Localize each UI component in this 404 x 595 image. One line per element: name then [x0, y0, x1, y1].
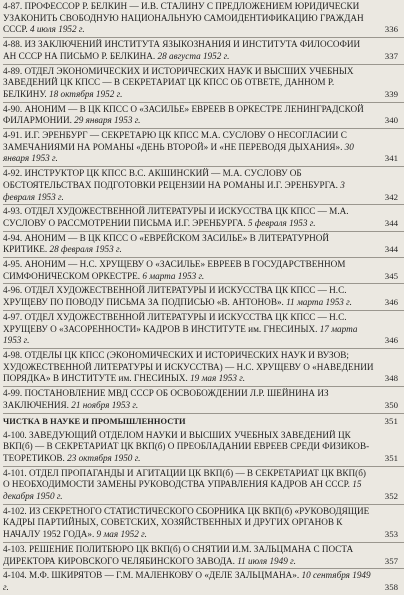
entry-date: 29 января 1953 г. — [74, 115, 141, 126]
entry-title: ОТДЕЛ ХУДОЖЕСТВЕННОЙ ЛИТЕРАТУРЫ И ИСКУССТВА ЦК КПСС — М.А. СУСЛОВУ О РАССМОТРЕНИИ ПИСЬМА И.Г. ЭРЕНБУРГА. — [3, 206, 349, 228]
entry-date: 28 августа 1952 г. — [157, 50, 230, 61]
entry-body — [3, 66, 374, 101]
entry-number: 4-96. — [3, 285, 23, 296]
entry-page-number: 351 — [384, 452, 398, 463]
entry-body — [3, 130, 374, 165]
section-page-number: 351 — [384, 415, 398, 426]
entry-body — [3, 350, 374, 385]
entry-title: РЕШЕНИЕ ПОЛИТБЮРО ЦК ВКП(б) О СНЯТИИ И.М. ЗАЛЬЦМАНА С ПОСТА ДИРЕКТОРА КИРОВСКОГО ЧЕЛЯБИНСКОГО ЗАВОДА. — [3, 543, 354, 566]
entry-date: 6 марта 1953 г. — [142, 270, 205, 281]
entry-body — [3, 1, 374, 36]
entry-body — [3, 104, 374, 127]
entry-date: 28 февраля 1953 г. — [49, 244, 122, 255]
entry-number: 4-100. — [3, 429, 27, 440]
entry-page-number: 337 — [384, 50, 398, 61]
entry-date: 19 мая 1953 г. — [190, 373, 246, 384]
toc-entry — [3, 204, 404, 230]
entry-title: ОТДЕЛЫ ЦК КПСС (ЭКОНОМИЧЕСКИХ И ИСТОРИЧЕСКИХ НАУК И ВУЗОВ; ХУДОЖЕСТВЕННОЙ ЛИТЕРАТУРЫ И ИСКУССТВА) — Н.С. ХРУЩЕВУ О «НАВЕДЕНИИ ПОРЯДКА» В ИНСТИТУТЕ им. ГНЕСИНЫХ. — [3, 349, 374, 384]
entry-number: 4-95. — [3, 259, 23, 270]
entry-body — [3, 312, 374, 347]
toc-entry — [3, 257, 404, 283]
entry-date: 30 января 1953 г. — [3, 141, 354, 164]
entry-page-number: 340 — [384, 115, 398, 126]
entry-title: АНОНИМ — В ЦК КПСС О «ЗАСИЛЬЕ» ЕВРЕЕВ В ОРКЕСТРЕ ЛЕНИНГРАДСКОЙ ФИЛАРМОНИИ. — [3, 103, 364, 126]
toc-entry — [3, 0, 404, 37]
entry-date: 17 марта 1953 г. — [3, 323, 358, 346]
entry-page-number: 352 — [384, 491, 398, 502]
entry-body — [3, 506, 374, 541]
entry-number: 4-97. — [3, 311, 23, 322]
entry-title: ИЗ СЕКРЕТНОГО СТАТИСТИЧЕСКОГО СБОРНИКА ЦК ВКП(б) «РУКОВОДЯЩИЕ КАДРЫ ПАРТИЙНЫХ, СОВЕТСКИХ, ХОЗЯЙСТВЕННЫХ И ДРУГИХ ОРГАНОВ К НАЧАЛУ 1952 ГОДА». — [3, 505, 370, 540]
entry-date: 23 октября 1950 г. — [67, 452, 141, 463]
entry-date: 15 декабря 1950 г. — [3, 479, 362, 502]
entry-body — [3, 544, 374, 567]
entry-title: ИНСТРУКТОР ЦК КПСС В.С. АКШИНСКИЙ — М.А. СУСЛОВУ ОБ ОБСТОЯТЕЛЬСТВАХ ПОДГОТОВКИ РЕЦЕНЗИИ НА РОМАНЫ И.Г. ЭРЕНБУРГА. — [3, 168, 338, 190]
entry-page-number: 344 — [384, 244, 398, 255]
entry-number: 4-104. — [3, 570, 27, 581]
entry-date: 9 мая 1952 г. — [96, 529, 147, 540]
entry-page-number: 353 — [384, 529, 398, 540]
entry-number: 4-102. — [3, 505, 27, 516]
entry-date: 5 февраля 1953 г. — [247, 217, 316, 228]
entry-page-number: 346 — [384, 297, 398, 308]
toc-entry — [3, 283, 404, 309]
toc-entry — [3, 166, 404, 204]
entry-title: ПРОФЕССОР Р. БЕЛКИН — И.В. СТАЛИНУ С ПРЕДЛОЖЕНИЕМ ЮРИДИЧЕСКИ УЗАКОНИТЬ СВОБОДНУЮ НАЦИОНАЛЬНУЮ САМОИДЕНТИФИКАЦИЮ ГРАЖДАН СССР. — [3, 1, 364, 35]
entry-page-number: 336 — [384, 24, 398, 35]
entry-page-number: 348 — [384, 373, 398, 384]
toc-entry — [3, 310, 404, 348]
entry-body — [3, 468, 374, 503]
toc-entry — [3, 102, 404, 128]
toc-entry — [3, 128, 404, 166]
entry-number: 4-90. — [3, 103, 23, 114]
entry-number: 4-91. — [3, 130, 23, 141]
entry-number: 4-101. — [3, 467, 27, 478]
entry-body — [3, 430, 374, 465]
entry-title: ИЗ ЗАКЛЮЧЕНИЙ ИНСТИТУТА ЯЗЫКОЗНАНИЯ И ИНСТИТУТА ФИЛОСОФИИ АН СССР НА ПИСЬМО Р. БЕЛКИНА. — [3, 39, 361, 61]
toc-entry — [3, 348, 404, 386]
entry-date: 11 марта 1953 г. — [286, 297, 352, 308]
entry-page-number: 345 — [384, 270, 398, 281]
toc-entry — [3, 231, 404, 257]
entry-list — [3, 429, 404, 595]
entry-number: 4-87. — [3, 1, 23, 11]
entry-body — [3, 285, 374, 308]
entry-number: 4-93. — [3, 206, 23, 217]
toc-entry — [3, 504, 404, 542]
entry-number: 4-89. — [3, 65, 23, 76]
entry-body — [3, 259, 374, 282]
section-heading — [3, 413, 404, 429]
entry-date: 18 октября 1952 г. — [49, 88, 123, 99]
entry-number: 4-98. — [3, 349, 23, 360]
toc-entry — [3, 64, 404, 102]
entry-title: АНОНИМ — В ЦК КПСС О «ЕВРЕЙСКОМ ЗАСИЛЬЕ» В ЛИТЕРАТУРНОЙ КРИТИКЕ. — [3, 232, 330, 255]
entry-page-number: 357 — [384, 555, 398, 566]
entry-date: 11 июля 1949 г. — [237, 555, 296, 566]
entry-title: И.Г. ЭРЕНБУРГ — СЕКРЕТАРЮ ЦК КПСС М.А. СУСЛОВУ О НЕСОГЛАСИИ С ЗАМЕЧАНИЯМИ НА РОМАНЫ «ДЕНЬ ВТОРОЙ» И «НЕ ПЕРЕВОДЯ ДЫХАНИЯ». — [3, 130, 347, 152]
entry-number: 4-88. — [3, 39, 23, 50]
entry-page-number: 344 — [384, 217, 398, 228]
entry-body — [3, 233, 374, 256]
toc-entry — [3, 37, 404, 63]
section-title: ЧИСТКА В НАУКЕ И ПРОМЫШЛЕННОСТИ — [3, 416, 186, 426]
entry-page-number: 342 — [384, 191, 398, 202]
entry-title: ЗАВЕДУЮЩИЙ ОТДЕЛОМ НАУКИ И ВЫСШИХ УЧЕБНЫХ ЗАВЕДЕНИЙ ЦК ВКП(б) — В СЕКРЕТАРИАТ ЦК ВКП(б) О ПРЕОБЛАДАНИИ ЕВРЕЕВ СРЕДИ ФИЗИКОВ-ТЕОРЕТИКОВ. — [3, 429, 370, 463]
entry-body — [3, 39, 374, 62]
entry-number: 4-92. — [3, 168, 23, 179]
entry-page-number: 358 — [384, 581, 398, 592]
toc-entry — [3, 429, 404, 466]
entry-title: ОТДЕЛ ПРОПАГАНДЫ И АГИТАЦИИ ЦК ВКП(б) — В СЕКРЕТАРИАТ ЦК ВКП(б) О НЕОБХОДИМОСТИ ЗАМЕНЫ РУКОВОДСТВА УПРАВЛЕНИЯ КАДРОВ АН СССР. — [3, 467, 366, 490]
entry-title: ПОСТАНОВЛЕНИЕ МВД СССР ОБ ОСВОБОЖДЕНИИ Л.Р. ШЕЙНИНА ИЗ ЗАКЛЮЧЕНИЯ. — [3, 388, 329, 410]
entry-page-number: 350 — [384, 399, 398, 410]
entry-title: ОТДЕЛ ЭКОНОМИЧЕСКИХ И ИСТОРИЧЕСКИХ НАУК И ВЫСШИХ УЧЕБНЫХ ЗАВЕДЕНИЙ ЦК КПСС — В СЕКРЕТАРИАТ ЦК КПСС ОБ ОТВЕТЕ, ДАННОМ Р. БЕЛКИНУ. — [3, 65, 354, 99]
entry-page-number: 346 — [384, 335, 398, 346]
entry-list — [3, 0, 404, 413]
entry-title: АНОНИМ — Н.С. ХРУЩЕВУ О «ЗАСИЛЬЕ» ЕВРЕЕВ В ГОСУДАРСТВЕННОМ СИМФОНИЧЕСКОМ ОРКЕСТРЕ. — [3, 259, 346, 281]
entry-page-number: 339 — [384, 88, 398, 99]
entry-body — [3, 168, 374, 203]
entry-body — [3, 388, 374, 411]
entry-date: 3 февраля 1953 г. — [3, 179, 345, 202]
toc-entry — [3, 466, 404, 504]
entry-date: 10 сентября 1949 г. — [3, 570, 371, 592]
entry-number: 4-103. — [3, 543, 27, 554]
entry-title: ОТДЕЛ ХУДОЖЕСТВЕННОЙ ЛИТЕРАТУРЫ И ИСКУССТВА ЦК КПСС — Н.С. ХРУЩЕВУ О «ЗАСОРЕННОСТИ» КАДРОВ В ИНСТИТУТЕ им. ГНЕСИНЫХ. — [3, 311, 347, 334]
entry-body — [3, 570, 374, 593]
entry-number: 4-94. — [3, 232, 23, 243]
toc-entry — [3, 542, 404, 568]
toc-entry — [3, 386, 404, 412]
toc-entry — [3, 568, 404, 594]
entry-number: 4-99. — [3, 388, 23, 399]
entry-title: ОТДЕЛ ХУДОЖЕСТВЕННОЙ ЛИТЕРАТУРЫ И ИСКУССТВА ЦК КПСС — Н.С. ХРУЩЕВУ ПО ПОВОДУ ПИСЬМА ЗА ПОДПИСЬЮ «В. АНТОНОВ». — [3, 285, 347, 308]
entry-body — [3, 206, 374, 229]
entry-page-number: 341 — [384, 153, 398, 164]
entry-title: М.Ф. ШКИРЯТОВ — Г.М. МАЛЕНКОВУ О «ДЕЛЕ ЗАЛЬЦМАНА». — [29, 570, 300, 581]
entry-date: 21 ноября 1953 г. — [71, 399, 139, 410]
entry-date: 4 июля 1952 г. — [29, 24, 85, 35]
